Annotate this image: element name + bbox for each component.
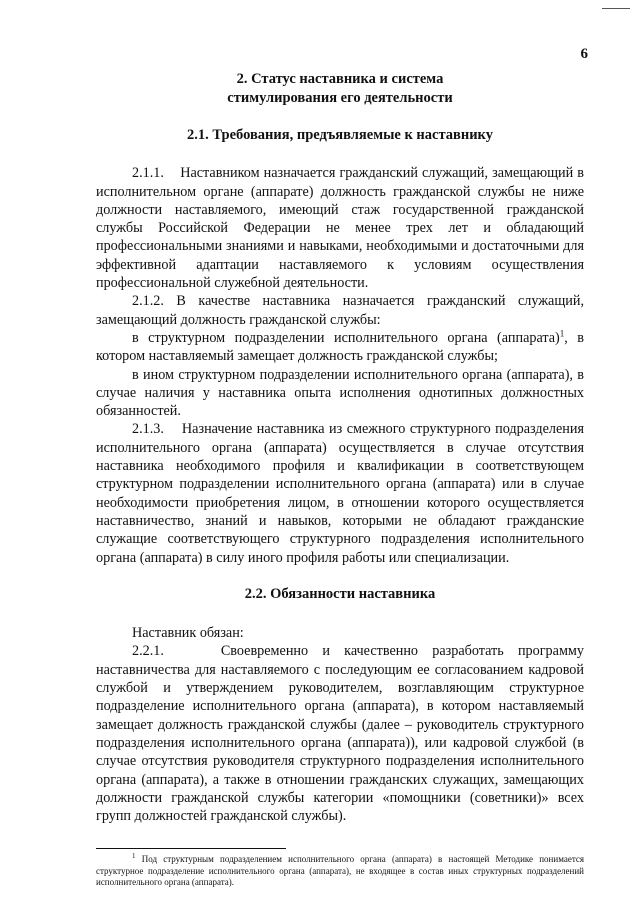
footnote-reference[interactable]: 1 (559, 328, 565, 339)
footnote-mark: 1 (132, 852, 136, 860)
section-title-line-2: стимулирования его деятельности (227, 90, 453, 106)
duties-intro: Наставник обязан: (132, 625, 244, 642)
subsection-title-requirements: 2.1. Требования, предъявляемые к наставнику (187, 127, 493, 143)
page-content (96, 70, 584, 825)
paragraph-2-2-1: 2.2.1. Своевременно и качественно разработать программу наставничества для наставляемого с последующим ее согласованием кадровой службой и утверждением руководителем, возглавляющим структурное подразделение исполнительного органа (аппарата), в котором наставляемый замещает должность гражданской службы (далее – руководитель структурного подразделения исполнительного органа (аппарата)), или кадровой службой (в случае отсутствия руководителя структурного подразделения исполнительного органа (аппарата), а также в отношении гражданских служащих, замещающих должности гражданской службы категории «помощники (советники)» всех групп должностей гражданской службы). (96, 643, 584, 825)
page-number: 6 (580, 46, 588, 62)
footnote (96, 854, 584, 889)
paragraph-2-1-1: 2.1.1. Наставником назначается гражданский служащий, замещающий в исполнительном органе (аппарате) должность гражданской службы не ниже должности наставляемого, имеющий стаж государственной гражданской службы Российской Федерации не менее трех лет и обладающий профессиональными знаниями и навыками, необходимыми и достаточными для эффективной адаптации наставляемого к условиям осуществления профессиональной служебной деятельности. (96, 165, 584, 292)
footnote-divider (96, 848, 286, 849)
item-1-tail: , в котором наставляемый замещает должность гражданской службы; (96, 329, 584, 365)
section-title (96, 70, 584, 108)
subsection-title-duties: 2.2. Обязанности наставника (244, 585, 436, 602)
footnote-text: Под структурным подразделением исполнительного органа (аппарата) в настоящей Методике понимается структурное подразделение исполнительного органа (аппарата), не входящее в состав иных структурных подразделений исполнительного органа (аппарата). (96, 854, 584, 887)
item-1-text: в структурном подразделении исполнительного органа (аппарата) (132, 329, 560, 346)
paragraph-2-1-2-item-1 (96, 329, 584, 366)
top-edge-mark (602, 8, 630, 9)
section-title-line-1: 2. Статус наставника и система (236, 71, 444, 87)
paragraph-2-1-2: 2.1.2. В качестве наставника назначается гражданский служащий, замещающий должность гражданской службы: (96, 293, 584, 328)
paragraph-2-1-2-item-2: в ином структурном подразделении исполнительного органа (аппарата), в случае наличия у наставника опыта исполнения однотипных должностных обязанностей. (96, 366, 584, 420)
paragraph-2-1-3: 2.1.3. Назначение наставника из смежного структурного подразделения исполнительного органа (аппарата) осуществляется в случае отсутствия наставника необходимого профиля и квалификации в соответствующем структурном подразделении исполнительного органа (аппарата) или в случае необходимости приобретения лицом, в отношении которого осуществляется наставничество, знаний и навыков, которыми не обладают гражданские служащие соответствующего структурного подразделения исполнительного органа (аппарата) в силу иного профиля работы или специализации. (96, 421, 584, 566)
